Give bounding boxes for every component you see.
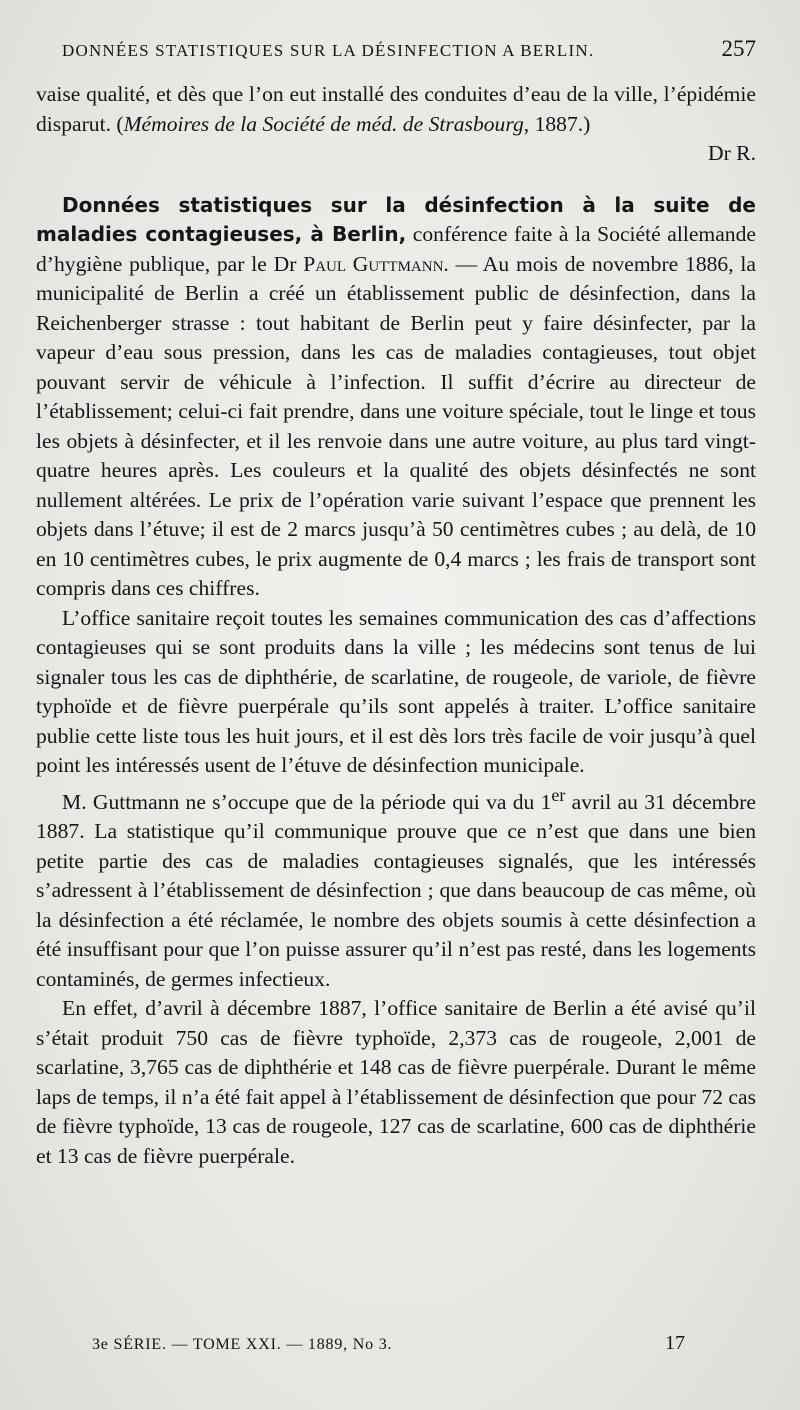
signature: Dr R. xyxy=(708,141,756,165)
superscript: er xyxy=(551,784,566,805)
body-text xyxy=(36,80,756,1171)
running-title: DONNÉES STATISTIQUES SUR LA DÉSINFECTION A BERLIN. xyxy=(62,41,595,60)
paragraph-text: vaise qualité, et dès que l’on eut installé des conduites d’eau de la ville, l’épidémie disparut. ( xyxy=(36,82,756,136)
paragraph-text: conférence faite à la Société allemande d’hygiène publique, par le Dr xyxy=(36,222,756,276)
paragraph-text: . — Au mois de novembre 1886, la municipalité de Berlin a créé un établissement public de désinfection, dans la Reichenberger strasse : tout habitant de Berlin peut y faire désinfecter, par la vapeur d’eau sous pression, dans les cas de maladies contagieuses, tout objet pouvant servir de véhicule à l’infection. Il suffit d’écrire au directeur de l’établissement; celui-ci fait prendre, dans une voiture spéciale, tout le linge et tous les objets à désinfecter, et il les renvoie dans une autre voiture, au plus tard vingt-quatre heures après. Les couleurs et la qualité des objets désinfectés ne sont nullement altérées. Le prix de l’opération varie suivant l’espace que prennent les objets dans l’étuve; il est de 2 marcs jusqu’à 50 centimètres cubes ; au delà, de 10 en 10 centimètres cubes, le prix augmente de 0,4 marcs ; les frais de transport sont compris dans ces chiffres. xyxy=(36,251,756,600)
paragraph-text: , 1887.) xyxy=(523,111,591,136)
sheet-signature: 17 xyxy=(665,1332,685,1354)
paragraph-guttmann-period xyxy=(36,781,756,995)
article-intro xyxy=(36,191,756,604)
series-volume-info: 3e SÉRIE. — TOME XXI. — 1889, No 3. xyxy=(92,1336,393,1353)
previous-article-end xyxy=(36,80,756,139)
paragraph-text: avril au 31 décembre 1887. La statistique qu’il communique prouve que ce n’est que dans une bien petite partie des cas de maladies contagieuses signalés, que les intéressés s’adressent à l’établissement de désinfection ; que dans beaucoup de cas même, où la désinfection a été réclamée, le nombre des objets soumis à cette désinfection a été insuffisant pour que l’on puisse assurer qu’il n’est pas resté, dans les logements contaminés, de germes infectieux. xyxy=(36,789,756,991)
journal-reference: Mémoires de la Société de méd. de Strasbourg xyxy=(123,111,524,136)
paragraph-office-sanitaire: L’office sanitaire reçoit toutes les semaines communication des cas d’affections contagieuses qui se sont produits dans la ville ; les médecins sont tenus de lui signaler tous les cas de diphthérie, de scarlatine, de rougeole, de variole, de fièvre typhoïde et de fièvre puerpérale qu’ils sont appelés à traiter. L’office sanitaire publie cette liste tous les huit jours, et il est dès lors très facile de voir jusqu’à quel point les intéressés usent de l’étuve de désinfection municipale. xyxy=(36,605,756,777)
article-title: Données statistiques sur la désinfection à la suite de maladies contagieuses, à Berlin, xyxy=(36,192,756,246)
page-number: 257 xyxy=(721,36,756,61)
paragraph-text: M. Guttmann ne s’occupe que de la période qui va du 1 xyxy=(62,789,552,814)
page-header xyxy=(62,36,756,62)
page-footer xyxy=(92,1332,685,1355)
author-name: Paul Guttmann xyxy=(303,251,444,276)
paragraph-case-statistics: En effet, d’avril à décembre 1887, l’office sanitaire de Berlin a été avisé qu’il s’était produit 750 cas de fièvre typhoïde, 2,373 cas de rougeole, 2,001 de scarlatine, 3,765 cas de diphthérie et 148 cas de fièvre puerpérale. Durant le même laps de temps, il n’a été fait appel à l’établissement de désinfection que pour 72 cas de fièvre typhoïde, 13 cas de rougeole, 127 cas de scarlatine, 600 cas de diphthérie et 13 cas de fièvre puerpérale. xyxy=(36,996,756,1168)
